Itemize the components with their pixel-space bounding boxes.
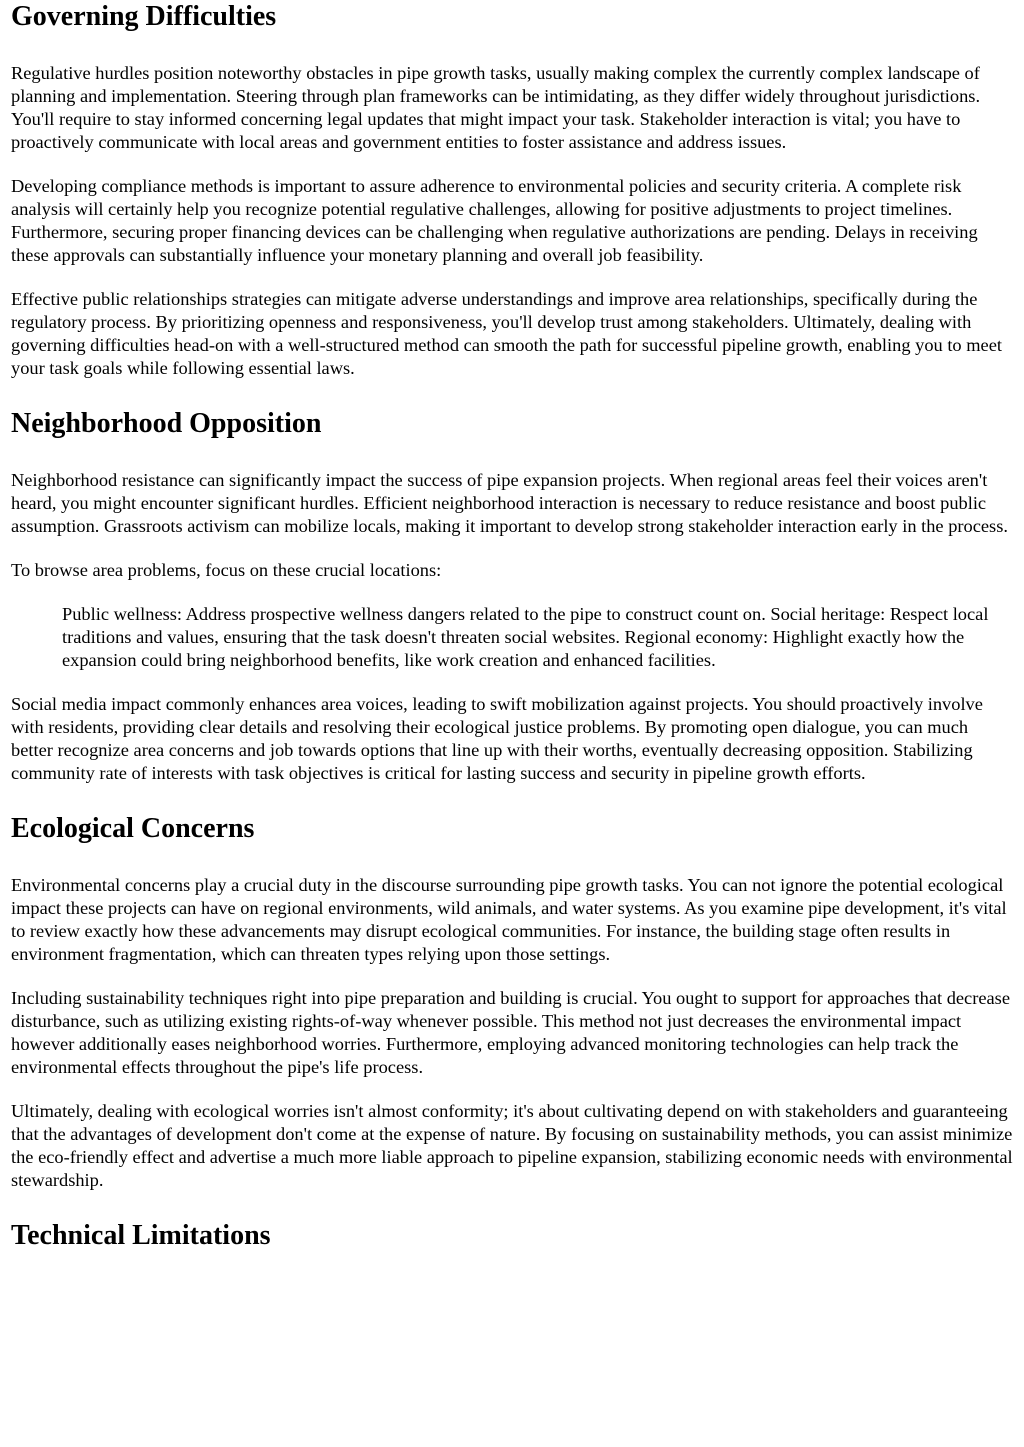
paragraph: Developing compliance methods is important to assure adherence to environmental policies and security criteria. A complete risk analysis will certainly help you recognize potential regulative challenges, allowing for positive adjustments to project timelines. Furthermore, securing proper financing devices can be challenging when regulative authorizations are pending. Delays in receiving these approvals can substantially influence your monetary planning and overall job feasibility. [11, 176, 978, 265]
paragraph: Effective public relationships strategies can mitigate adverse understandings and improve area relationships, specifically during the regulatory process. By prioritizing openness and responsiveness, you'll develop trust among stakeholders. Ultimately, dealing with governing difficulties head-on with a well-structured method can smooth the path for successful pipeline growth, enabling you to meet your task goals while following essential laws. [11, 289, 1002, 378]
paragraph: Neighborhood resistance can significantly impact the success of pipe expansion projects. When regional areas feel their voices aren't heard, you might encounter significant hurdles. Efficient neighborhood interaction is necessary to reduce resistance and boost public assumption. Grassroots activism can mobilize locals, making it important to develop strong stakeholder interaction early in the process. [11, 470, 1008, 536]
section-heading-governing-difficulties: Governing Difficulties [11, 1, 277, 32]
paragraph: Regulative hurdles position noteworthy obstacles in pipe growth tasks, usually making complex the currently complex landscape of planning and implementation. Steering through plan frameworks can be intimidating, as they differ widely throughout jurisdictions. You'll require to stay informed concerning legal updates that might impact your task. Stakeholder interaction is vital; you have to proactively communicate with local areas and government entities to foster assistance and address issues. [11, 63, 981, 152]
paragraph: Including sustainability techniques right into pipe preparation and building is crucial. You ought to support for approaches that decrease disturbance, such as utilizing existing rights-of-way whenever possible. This method not just decreases the environmental impact however additionally eases neighborhood worries. Furthermore, employing advanced monitoring technologies can help track the environmental effects throughout the pipe's life process. [11, 988, 1010, 1077]
paragraph: To browse area problems, focus on these crucial locations: [11, 560, 442, 580]
paragraph: Environmental concerns play a crucial duty in the discourse surrounding pipe growth tasks. You can not ignore the potential ecological impact these projects can have on regional environments, wild animals, and water systems. As you examine pipe development, it's vital to review exactly how these advancements may disrupt ecological communities. For instance, the building stage often results in environment fragmentation, which can threaten types relying upon those settings. [11, 875, 1007, 964]
article [0, 1, 1024, 1252]
paragraph: Social media impact commonly enhances area voices, leading to swift mobilization against projects. You should proactively involve with residents, providing clear details and resolving their ecological justice problems. By promoting open dialogue, you can much better recognize area concerns and job towards options that line up with their worths, eventually decreasing opposition. Stabilizing community rate of interests with task objectives is critical for lasting success and security in pipeline growth efforts. [11, 694, 983, 783]
blockquote: Public wellness: Address prospective wellness dangers related to the pipe to construct count on. Social heritage: Respect local traditions and values, ensuring that the task doesn't threaten social websites. Regional economy: Highlight exactly how the expansion could bring neighborhood benefits, like work creation and enhanced facilities. [62, 604, 989, 670]
section-heading-ecological-concerns: Ecological Concerns [11, 813, 255, 844]
section-heading-technical-limitations: Technical Limitations [11, 1220, 271, 1251]
section-heading-neighborhood-opposition: Neighborhood Opposition [11, 408, 322, 439]
paragraph: Ultimately, dealing with ecological worries isn't almost conformity; it's about cultivating depend on with stakeholders and guaranteeing that the advantages of development don't come at the expense of nature. By focusing on sustainability methods, you can assist minimize the eco-friendly effect and advertise a much more liable approach to pipeline expansion, stabilizing economic needs with environmental stewardship. [11, 1101, 1013, 1190]
